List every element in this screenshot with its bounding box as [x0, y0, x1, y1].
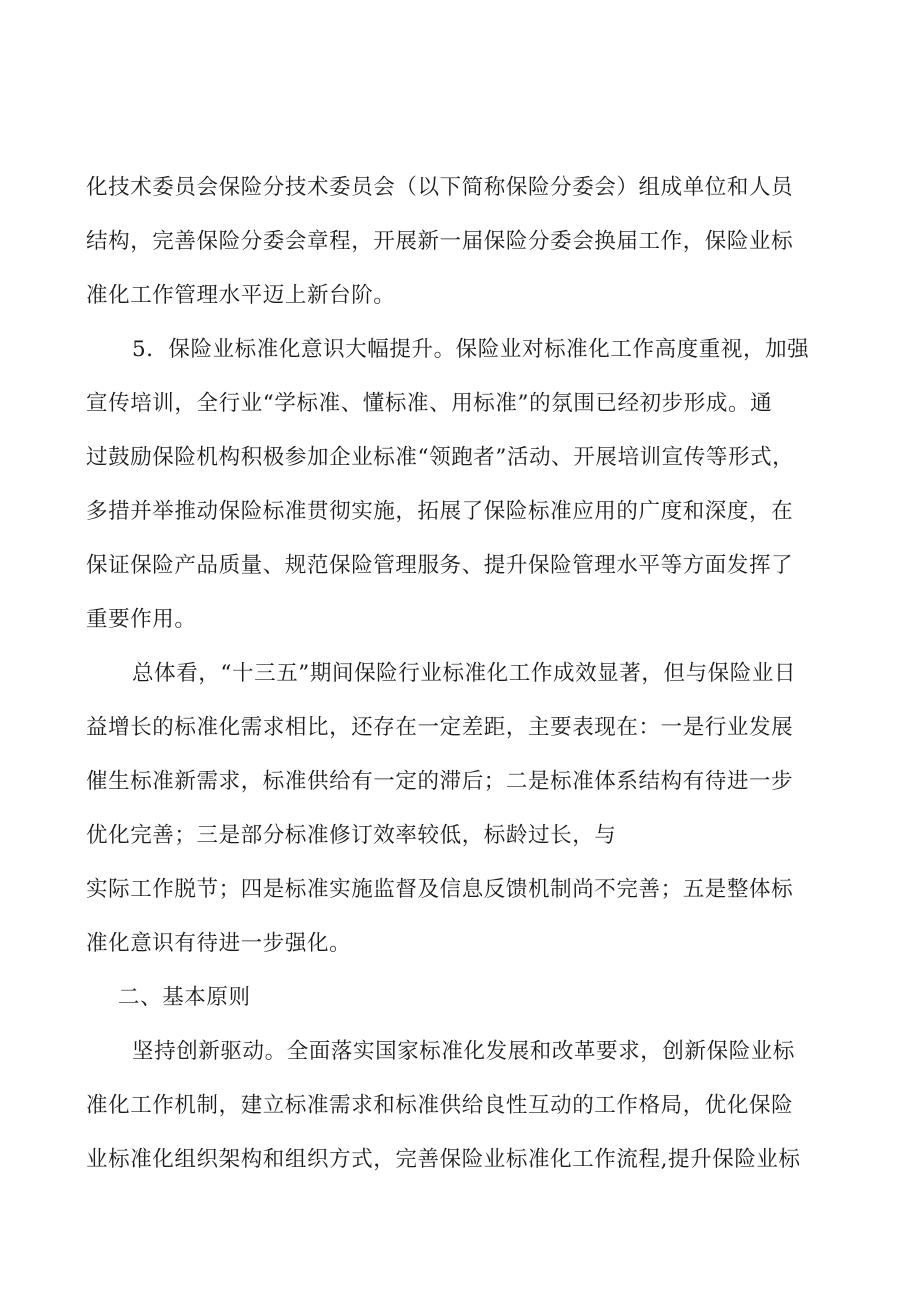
- paragraph-line: 准化工作管理水平迈上新台阶。: [86, 283, 396, 308]
- paragraph-line: 准化意识有待进一步强化。: [86, 931, 352, 956]
- paragraph-line: 准化工作机制，建立标准需求和标准供给良性互动的工作格局，优化保险: [86, 1093, 794, 1118]
- paragraph-line: 5．保险业标准化意识大幅提升。保险业对标准化工作高度重视，加强: [132, 337, 810, 362]
- paragraph-line: 催生标准新需求，标准供给有一定的滞后；二是标准体系结构有待进一步: [86, 769, 794, 794]
- paragraph-line: 重要作用。: [86, 607, 197, 632]
- paragraph-line: 实际工作脱节；四是标准实施监督及信息反馈机制尚不完善；五是整体标: [86, 877, 794, 902]
- paragraph-line: 多措并举推动保险标准贯彻实施，拓展了保险标准应用的广度和深度，在: [86, 499, 794, 524]
- paragraph-line: 优化完善；三是部分标准修订效率较低，标龄过长，与: [86, 823, 617, 848]
- paragraph-line: 化技术委员会保险分技术委员会（以下简称保险分委会）组成单位和人员: [86, 175, 794, 200]
- paragraph-line: 总体看，“十三五”期间保险行业标准化工作成效显著，但与保险业日: [132, 661, 797, 686]
- paragraph-line: 业标准化组织架构和组织方式，完善保险业标准化工作流程,提升保险业标: [86, 1147, 801, 1172]
- paragraph-line: 宣传培训，全行业“学标准、懂标准、用标准”的氛围已经初步形成。通: [86, 391, 773, 416]
- paragraph-line: 过鼓励保险机构积极参加企业标准“领跑者”活动、开展培训宣传等形式，: [86, 445, 795, 470]
- paragraph-line: 保证保险产品质量、规范保险管理服务、提升保险管理水平等方面发挥了: [86, 553, 794, 578]
- paragraph-line: 结构，完善保险分委会章程，开展新一届保险分委会换届工作，保险业标: [86, 229, 794, 254]
- section-heading: 二、基本原则: [118, 985, 251, 1010]
- paragraph-line: 益增长的标准化需求相比，还存在一定差距，主要表现在：一是行业发展: [86, 715, 794, 740]
- paragraph-line: 坚持创新驱动。全面落实国家标准化发展和改革要求，创新保险业标: [132, 1039, 796, 1064]
